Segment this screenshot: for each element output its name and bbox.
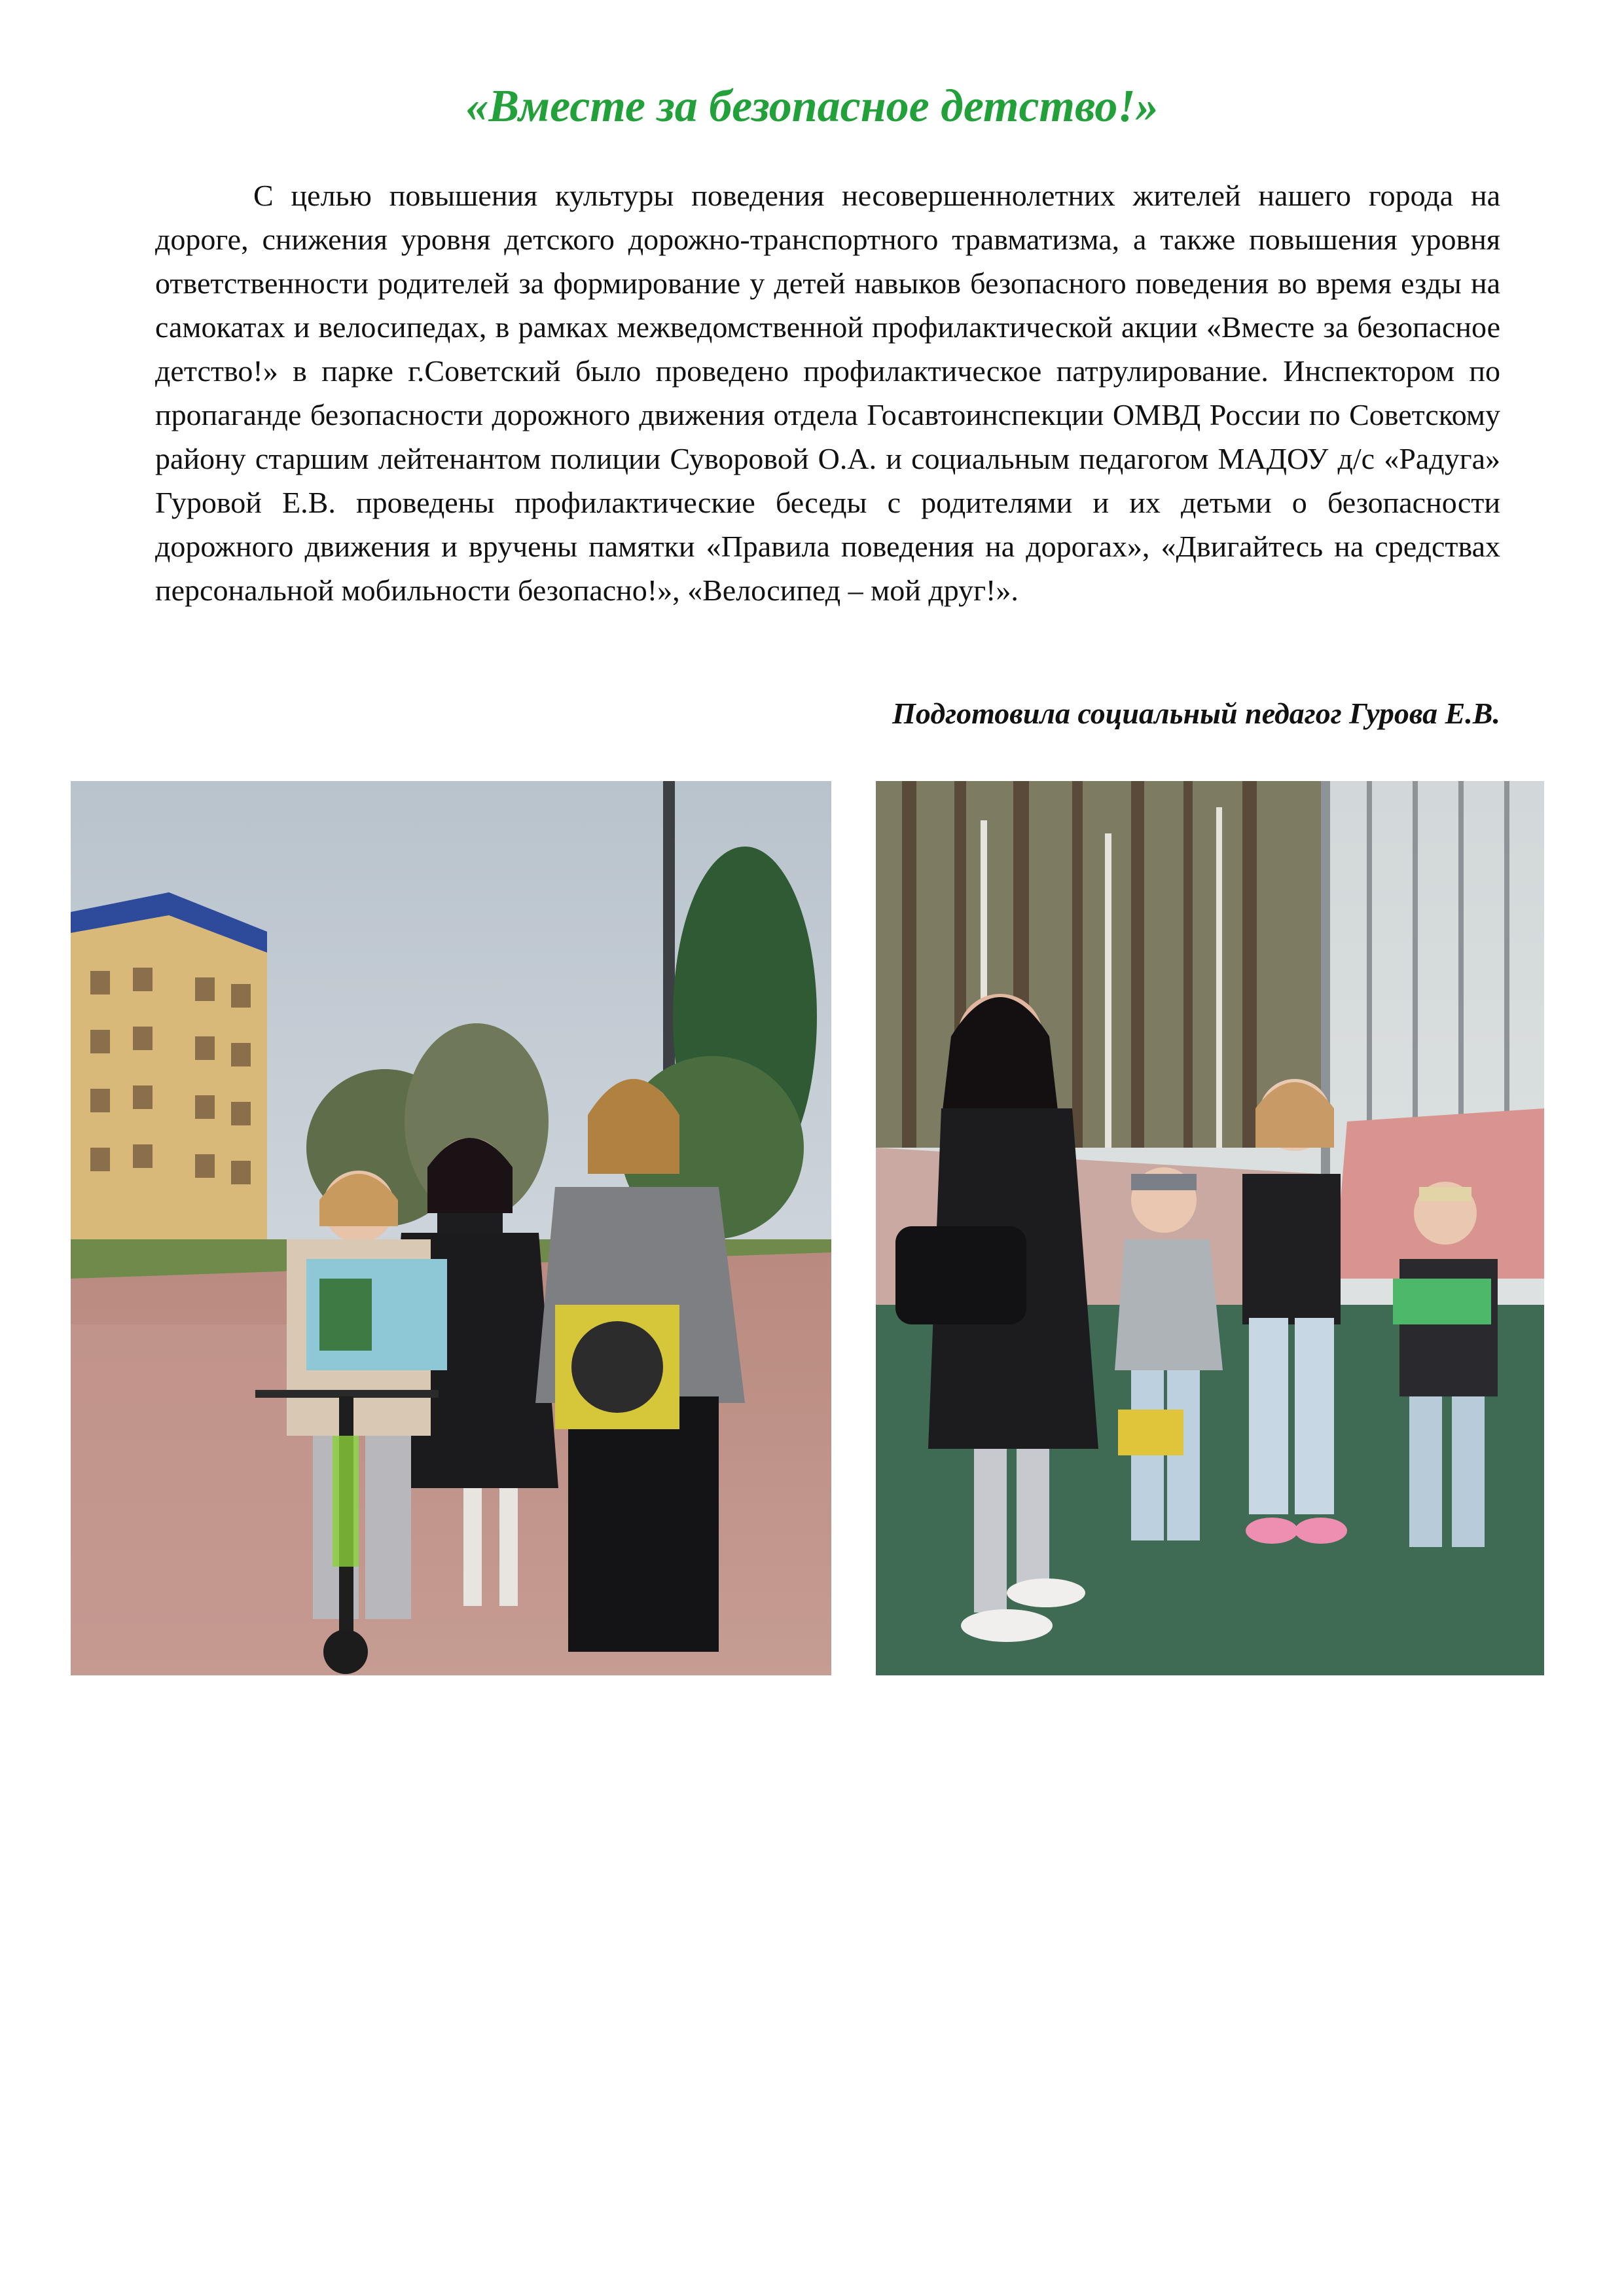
photo-sports-ground bbox=[876, 781, 1544, 1675]
document-body: С целью повышения культуры поведения несовершеннолетних жителей нашего города на дороге, снижения уровня детского дорожно-транспортного травматизма, а также повышения уровня ответственности родителей за формирование у детей навыков безопасного поведения во время езды на самокатах и велосипедах, в рамках межведомственной профилактической акции «Вместе за безопасное детство!» в парке г.Советский было проведено профилактическое патрулирование. Инспектором по пропаганде безопасности дорожного движения отдела Госавтоинспекции ОМВД России по Советскому району старшим лейтенантом полиции Суворовой О.А. и социальным педагогом МАДОУ д/с «Радуга» Гуровой Е.В. проведены профилактические беседы с родителями и их детьми о безопасности дорожного движения и вручены памятки «Правила поведения на дорогах», «Двигайтесь на средствах персональной мобильности безопасно!», «Велосипед – мой друг!». bbox=[155, 179, 1500, 607]
document-signature: Подготовила социальный педагог Гурова Е.В. bbox=[892, 697, 1500, 730]
photo-sports-ground-image bbox=[876, 781, 1544, 1675]
photo-park-scooter bbox=[71, 781, 831, 1675]
document-title: «Вместе за безопасное детство!» bbox=[465, 81, 1159, 132]
photo-park-scooter-image bbox=[71, 781, 831, 1675]
